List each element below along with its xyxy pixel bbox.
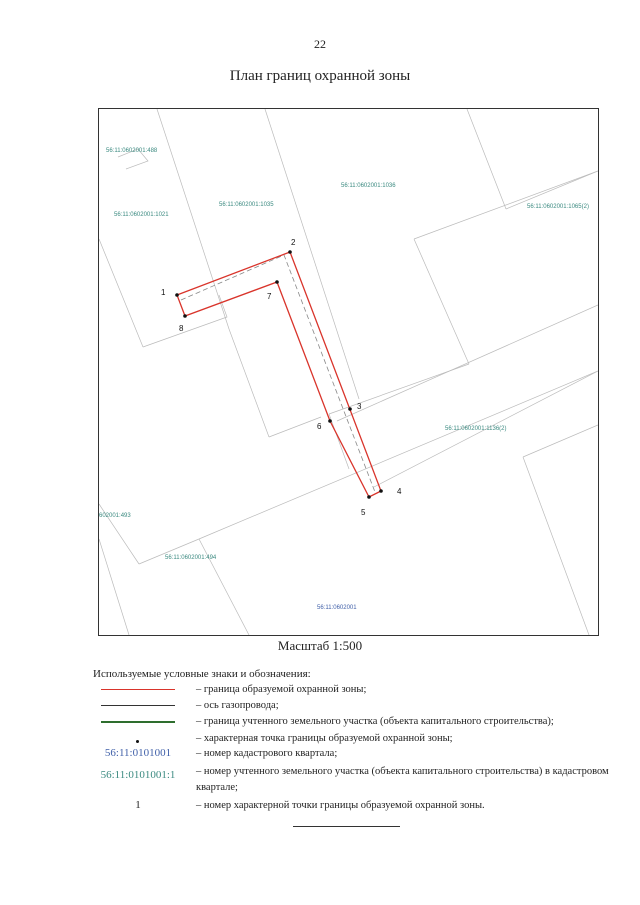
street-line-13 — [199, 371, 598, 539]
street-line-17 — [99, 539, 129, 635]
point-label-7: 7 — [267, 292, 272, 301]
quarter-code-sample: 56:11:0101001 — [104, 747, 172, 759]
dot-icon — [136, 740, 139, 743]
point-label-2: 2 — [291, 238, 296, 247]
parcel-line-18 — [523, 425, 598, 457]
point-2-marker — [288, 250, 292, 254]
point-8-marker — [183, 314, 187, 318]
red-line-swatch — [101, 689, 175, 690]
point-3-marker — [348, 407, 352, 411]
parcel-label-1035: 56:11:0602001:1035 — [219, 202, 274, 208]
point-number-sample: 1 — [135, 799, 141, 811]
legend-text-gas-axis: – ось газопровода; — [196, 700, 279, 711]
parcel-line-6 — [467, 109, 506, 209]
parcel-code-sample: 56:11:0101001:1 — [100, 769, 176, 781]
page-number: 22 — [314, 37, 326, 51]
parcel-label-493: 602001:493 — [99, 513, 131, 519]
parcel-line-9 — [414, 239, 469, 364]
parcel-label-494: 56:11:0602001:494 — [165, 555, 217, 561]
green-line-swatch — [101, 721, 175, 723]
parcel-line-5 — [265, 109, 359, 399]
legend-symbol-parcel-code — [93, 768, 183, 782]
cadastral-map — [99, 109, 598, 635]
bottom-rule — [293, 826, 400, 827]
street-line-1 — [157, 109, 229, 329]
parcel-line-20 — [329, 414, 349, 469]
legend-symbol-quarter-code — [93, 746, 183, 760]
legend-symbol-gas-axis — [93, 698, 183, 712]
legend-text-parcel-boundary: – граница учтенного земельного участка (объекта капитального строительства); — [196, 716, 554, 727]
parcel-label-1136: 56:11:0602001:1136(2) — [445, 426, 507, 432]
point-label-6: 6 — [317, 422, 322, 431]
legend-title: Используемые условные знаки и обозначения: — [93, 668, 311, 680]
parcel-label-488: 56:11:0602001:488 — [106, 148, 158, 154]
street-line-11 — [337, 305, 598, 421]
parcel-line-4 — [269, 417, 321, 437]
parcel-1021-outline — [143, 295, 227, 347]
black-line-swatch — [101, 705, 175, 706]
parcel-label-1036: 56:11:0602001:1036 — [341, 183, 396, 189]
point-6-marker — [328, 419, 332, 423]
point-4-marker — [379, 489, 383, 493]
point-label-1: 1 — [161, 288, 166, 297]
quarter-label: 56:11:0602001 — [317, 605, 357, 611]
legend-symbol-parcel-boundary — [93, 714, 183, 728]
point-label-3: 3 — [357, 402, 362, 411]
parcel-line-19 — [523, 457, 589, 635]
legend-text-point: – характерная точка границы образуемой охранной зоны; — [196, 733, 453, 744]
parcel-label-1021: 56:11:0602001:1021 — [114, 212, 169, 218]
point-label-8: 8 — [179, 324, 184, 333]
legend-text-parcel-code: – номер учтенного земельного участка (объекта капитального строительства) в кадастровом квартале; — [196, 766, 609, 793]
page-title: План границ охранной зоны — [229, 68, 411, 84]
point-7-marker — [275, 280, 279, 284]
legend-symbol-zone-boundary — [93, 682, 183, 696]
legend-text-point-number: – номер характерной точки границы образуемой охранной зоны. — [196, 800, 485, 811]
legend-symbol-point-number — [93, 798, 183, 812]
point-5-marker — [367, 495, 371, 499]
point-1-marker — [175, 293, 179, 297]
street-line-16 — [199, 539, 249, 635]
gas-pipeline-axis — [181, 255, 375, 492]
legend-text-zone-boundary: – граница образуемой охранной зоны; — [196, 684, 367, 695]
legend-symbol-point — [93, 731, 183, 745]
map-scale: Масштаб 1:500 — [277, 638, 363, 653]
point-label-4: 4 — [397, 487, 402, 496]
parcel-label-1065: 56:11:0602001:1065(2) — [527, 204, 589, 210]
map-frame — [98, 108, 599, 636]
street-line-2 — [99, 239, 143, 347]
legend-text-quarter-code: – номер кадастрового квартала; — [196, 748, 338, 759]
parcel-line-3 — [229, 329, 269, 437]
point-label-5: 5 — [361, 508, 366, 517]
